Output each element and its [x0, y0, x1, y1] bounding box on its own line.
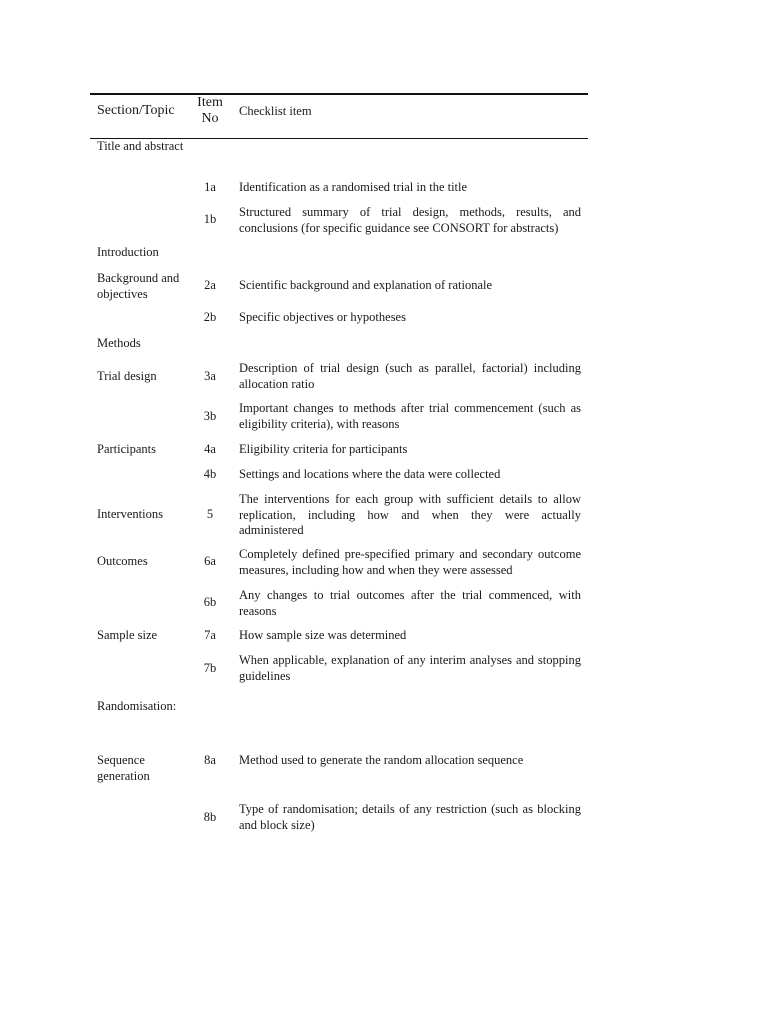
table-top-rule: [90, 93, 588, 95]
item-no-6b: 6b: [203, 595, 217, 609]
section-sequence-generation: Sequence generation: [97, 753, 150, 783]
item-no-5: 5: [206, 507, 214, 521]
item-no-3a: 3a: [204, 369, 216, 383]
section-outcomes: Outcomes: [97, 554, 148, 568]
section-title-abstract: Title and abstract: [97, 139, 184, 153]
item-no-4a: 4a: [204, 442, 216, 456]
item-no-1a: 1a: [204, 180, 216, 194]
item-text-6b: Any changes to trial outcomes after the trial commenced, with reasons: [239, 588, 581, 618]
item-text-4b: Settings and locations where the data were collected: [239, 467, 501, 481]
item-text-2a: Scientific background and explanation of rationale: [239, 278, 493, 292]
header-item-no-line1: Item: [197, 95, 223, 110]
item-text-5: The interventions for each group with sufficient details to allow replication, including how and when they were actually administered: [239, 492, 581, 537]
item-no-8a: 8a: [204, 753, 216, 767]
section-introduction: Introduction: [97, 245, 159, 259]
header-checklist-item: Checklist item: [239, 104, 312, 118]
item-no-3b: 3b: [203, 409, 217, 423]
item-text-6a: Completely defined pre-specified primary and secondary outcome measures, including how and when they were assessed: [239, 547, 581, 577]
section-sample-size: Sample size: [97, 628, 158, 642]
item-text-8b: Type of randomisation; details of any restriction (such as blocking and block size): [239, 802, 581, 832]
item-no-6a: 6a: [204, 554, 216, 568]
item-text-4a: Eligibility criteria for participants: [239, 442, 408, 456]
item-text-7a: How sample size was determined: [239, 628, 407, 642]
item-no-7b: 7b: [203, 661, 217, 675]
header-section-topic: Section/Topic: [97, 103, 175, 118]
item-no-2a: 2a: [204, 278, 216, 292]
item-no-2b: 2b: [203, 310, 217, 324]
section-trial-design: Trial design: [97, 369, 157, 383]
section-randomisation: Randomisation:: [97, 699, 177, 713]
item-text-7b: When applicable, explanation of any interim analyses and stopping guidelines: [239, 653, 581, 683]
item-no-8b: 8b: [203, 810, 217, 824]
item-no-7a: 7a: [204, 628, 216, 642]
item-text-8a: Method used to generate the random allocation sequence: [239, 753, 524, 767]
item-no-4b: 4b: [203, 467, 217, 481]
item-no-1b: 1b: [203, 212, 217, 226]
item-text-1a: Identification as a randomised trial in the title: [239, 180, 468, 194]
section-participants: Participants: [97, 442, 157, 456]
item-text-3b: Important changes to methods after trial commencement (such as eligibility criteria), with reasons: [239, 401, 581, 431]
header-item-no: [192, 95, 228, 127]
section-methods: Methods: [97, 336, 141, 350]
section-background-objectives: Background and objectives: [97, 271, 180, 301]
header-item-no-line2: No: [201, 111, 219, 126]
item-text-2b: Specific objectives or hypotheses: [239, 310, 406, 324]
section-interventions: Interventions: [97, 507, 163, 521]
item-text-1b: Structured summary of trial design, methods, results, and conclusions (for specific guidance see CONSORT for abstracts): [239, 205, 581, 235]
item-text-3a: Description of trial design (such as parallel, factorial) including allocation ratio: [239, 361, 581, 391]
